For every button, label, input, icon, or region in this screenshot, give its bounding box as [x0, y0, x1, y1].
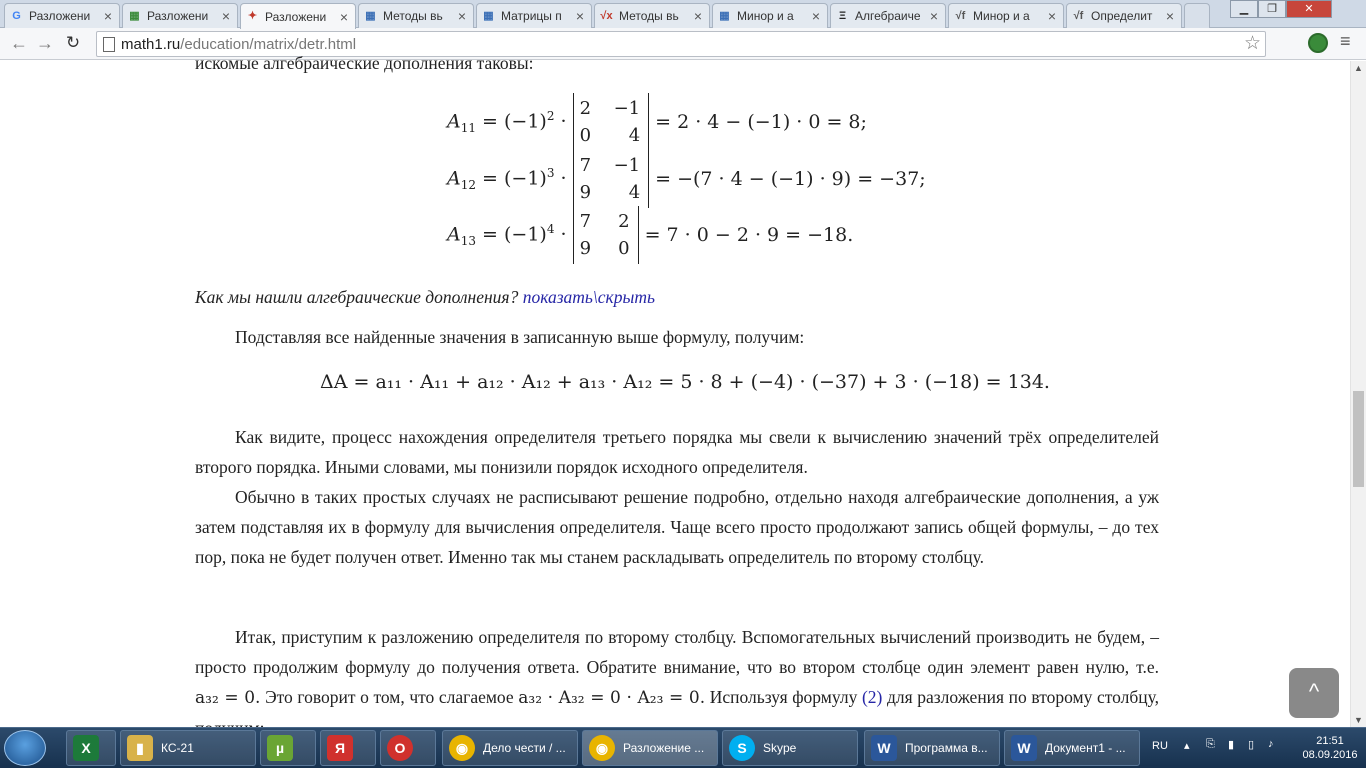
sqrt-icon: √f [955, 9, 966, 22]
opera-icon: O [387, 735, 413, 761]
close-icon[interactable]: × [1165, 8, 1175, 24]
site-icon: ▦ [365, 9, 376, 22]
tab-title: Определит [1091, 9, 1153, 23]
lhs: $A_{12} = (-1)^3$ · [447, 165, 567, 193]
reload-icon[interactable]: ↻ [65, 33, 81, 52]
p3-math-1: a₃₂ = 0. [195, 688, 261, 708]
tab-title: Разложени [147, 9, 209, 23]
taskbar-label: КС-21 [161, 741, 194, 755]
tab-7[interactable] [712, 3, 828, 28]
close-icon[interactable]: × [693, 8, 703, 24]
volume-icon[interactable]: ♪ [1268, 738, 1274, 750]
tab-6[interactable] [594, 3, 710, 28]
back-arrow-icon[interactable]: ← [10, 33, 28, 53]
site-icon: ▦ [129, 9, 140, 22]
tab-1[interactable] [4, 3, 120, 28]
scroll-down-icon[interactable]: ▼ [1354, 715, 1363, 725]
taskbar-excel[interactable] [66, 730, 116, 766]
word-icon: W [1011, 735, 1037, 761]
yandex-icon: Я [327, 735, 353, 761]
cell: 9 [579, 182, 592, 203]
power: 3 [546, 165, 555, 180]
site-icon: Ξ [838, 9, 847, 22]
equation-a12 [447, 151, 926, 207]
taskbar-yandex[interactable] [320, 730, 376, 766]
spoiler-line [195, 282, 1159, 312]
taskbar-label: Разложение ... [623, 741, 705, 755]
forward-arrow-icon[interactable]: → [36, 33, 54, 53]
close-icon[interactable]: × [575, 8, 585, 24]
bookmark-star-icon[interactable]: ☆ [1243, 33, 1261, 54]
cell: 2 [618, 211, 630, 232]
tab-title: Минор и а [737, 9, 794, 23]
determinant-2x2 [573, 93, 650, 151]
close-icon[interactable]: × [929, 8, 939, 24]
site-icon: ▦ [719, 9, 730, 22]
site-icon: ▦ [483, 9, 494, 22]
network-signal-icon[interactable]: ▮ [1228, 739, 1235, 751]
close-icon[interactable]: × [103, 8, 113, 24]
cell: 7 [579, 155, 592, 176]
utorrent-icon: µ [267, 735, 293, 761]
scroll-up-icon[interactable]: ▲ [1354, 63, 1363, 73]
page-content [0, 53, 1350, 727]
sqrt-icon: √x [600, 9, 613, 22]
maximize-button[interactable]: ❐ [1258, 0, 1286, 18]
taskbar-chrome-2[interactable] [582, 730, 718, 766]
excel-icon: X [73, 735, 99, 761]
sqrt-icon: √f [1073, 9, 1084, 22]
close-icon[interactable]: × [811, 8, 821, 24]
window-close-button[interactable]: ✕ [1286, 0, 1332, 18]
tab-title: Алгебраиче [855, 9, 921, 23]
p3-text-d: для разложения по второму столбцу, [886, 687, 1160, 707]
folder-icon: ▮ [127, 735, 153, 761]
date-text: 08.09.2016 [1302, 749, 1358, 761]
tab-9[interactable] [948, 3, 1064, 28]
tab-title: Разложени [29, 9, 91, 23]
cell: −1 [613, 98, 641, 119]
tab-title: Матрицы п [501, 9, 562, 23]
paragraph-2: Обычно в таких простых случаях не расписывают решение подробно, отдельно находя алгебраические дополнения, а уж затем подставляя их в формулу для вычисления определителя. Чаще всего просто продолжают запись общей формулы, – до тех пор, пока не будет получен ответ. Именно так мы станем раскладывать определитель по второму столбцу. [195, 487, 1159, 567]
cell: 0 [579, 125, 592, 146]
taskbar-label: Документ1 - ... [1045, 741, 1126, 755]
close-icon[interactable]: × [1047, 8, 1057, 24]
usb-icon[interactable]: ⎘ [1206, 738, 1215, 750]
taskbar-opera[interactable] [380, 730, 436, 766]
tab-title: Минор и а [973, 9, 1030, 23]
cell: 2 [579, 98, 592, 119]
taskbar-word-2[interactable] [1004, 730, 1140, 766]
equation-a13 [447, 207, 853, 263]
system-tray [1148, 728, 1366, 768]
substitution-text: Подставляя все найденные значения в записанную выше формулу, получим: [235, 327, 805, 347]
start-button[interactable] [4, 730, 46, 766]
hide-link[interactable]: скрыть [597, 287, 655, 307]
rhs: = −(7 · 4 − (−1) · 9) = −37; [655, 168, 926, 190]
power: 2 [546, 108, 555, 123]
determinant-2x2 [573, 150, 650, 208]
formula-ref-link[interactable]: (2) [861, 687, 883, 707]
extension-globe-icon[interactable] [1308, 33, 1328, 53]
determinant-result-equation: ΔA = a₁₁ · A₁₁ + a₁₂ · A₁₂ + a₁₃ · A₁₂ = 5 · 8 + (−4) · (−37) + 3 · (−18) = 134. [320, 371, 1050, 393]
lhs-sub: 13 [460, 234, 477, 249]
paragraph-3 [195, 622, 1159, 743]
tab-2[interactable] [122, 3, 238, 28]
rhs: = 2 · 4 − (−1) · 0 = 8; [655, 111, 867, 133]
cell: 0 [618, 238, 630, 259]
tab-title: Разложени [265, 9, 327, 24]
cell: 4 [628, 182, 641, 203]
rhs: = 7 · 0 − 2 · 9 = −18. [644, 224, 854, 246]
chrome-icon: ◉ [449, 735, 475, 761]
close-icon[interactable]: × [457, 8, 467, 24]
google-icon: G [12, 9, 21, 22]
tab-strip [0, 0, 1366, 28]
p3-text-c: Используя формулу [709, 687, 858, 707]
lhs-sub: 12 [460, 178, 477, 193]
battery-icon[interactable]: ▯ [1248, 739, 1255, 751]
word-icon: W [871, 735, 897, 761]
p3-text-a: Итак, приступим к разложению определителя по второму столбцу. Вспомогательных вычислений производить не будем, – просто продолжим формулу до получения ответа. Обратите внимание, что во втором столбце один элемент равен нулю, т.е. [195, 627, 1159, 677]
taskbar-label: Программа в... [905, 741, 988, 755]
scroll-to-top-button[interactable]: ^ [1289, 668, 1339, 718]
scroll-thumb[interactable] [1353, 391, 1364, 487]
clock[interactable] [1298, 734, 1362, 762]
skype-icon: S [729, 735, 755, 761]
url-host: math1.ru [121, 36, 181, 53]
taskbar-word-1[interactable] [864, 730, 1000, 766]
language-indicator[interactable]: RU [1152, 740, 1168, 752]
taskbar-label: Дело чести / ... [483, 741, 566, 755]
tab-4[interactable] [358, 3, 474, 28]
tab-8[interactable] [830, 3, 946, 28]
vertical-scrollbar[interactable] [1350, 61, 1366, 727]
taskbar-chrome-1[interactable] [442, 730, 578, 766]
separator: \ [592, 287, 598, 307]
paragraph-1: Как видите, процесс нахождения определителя третьего порядка мы свели к вычислению значений трёх определителей второго порядка. Иными словами, мы понизили порядок исходного определителя. [195, 427, 1159, 477]
tab-3-active[interactable] [240, 3, 356, 29]
tray-arrow-icon[interactable]: ▴ [1184, 740, 1190, 752]
determinant-2x2 [573, 206, 639, 264]
cell: 9 [579, 238, 592, 259]
new-tab-button[interactable] [1184, 3, 1210, 28]
taskbar-skype[interactable] [722, 730, 858, 766]
taskbar-folder[interactable] [120, 730, 256, 766]
spoiler-question: Как мы нашли алгебраические дополнения? [195, 287, 519, 307]
cell: 4 [628, 125, 641, 146]
lhs-sub: 11 [460, 121, 477, 136]
page-icon [103, 37, 115, 52]
show-link[interactable]: показать [522, 287, 593, 307]
url-text [121, 36, 356, 53]
menu-icon[interactable]: ≡ [1340, 31, 1351, 51]
taskbar-utorrent[interactable] [260, 730, 316, 766]
close-icon[interactable]: × [221, 8, 231, 24]
lhs: $A_{11} = (-1)^2$ · [447, 108, 567, 136]
tab-title: Методы вь [619, 9, 679, 23]
minimize-button[interactable]: ▁ [1230, 0, 1258, 18]
tab-title: Методы вь [383, 9, 443, 23]
intro-text: искомые алгебраические дополнения таковы: [195, 53, 534, 73]
cell: −1 [613, 155, 641, 176]
close-icon[interactable]: × [339, 8, 349, 25]
site-icon: ✦ [247, 10, 258, 22]
lhs: $A_{13} = (-1)^4$ · [447, 221, 567, 249]
taskbar-label: Skype [763, 741, 797, 755]
power: 4 [546, 221, 555, 236]
url-path: /education/matrix/detr.html [180, 36, 357, 53]
p3-math-2: a₃₂ · A₃₂ = 0 · A₂₃ = 0. [518, 688, 706, 708]
tab-10[interactable] [1066, 3, 1182, 28]
p3-text-b: Это говорит о том, что слагаемое [265, 687, 514, 707]
tab-5[interactable] [476, 3, 592, 28]
taskbar [0, 727, 1366, 768]
time-text: 21:51 [1316, 735, 1344, 747]
cell: 7 [579, 211, 592, 232]
equation-a11 [447, 94, 867, 150]
chrome-icon: ◉ [589, 735, 615, 761]
